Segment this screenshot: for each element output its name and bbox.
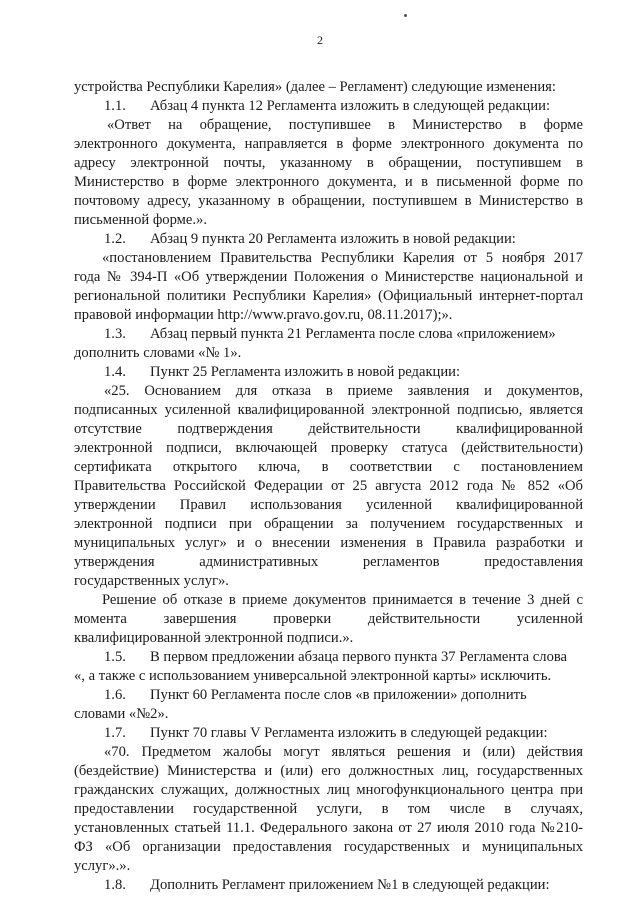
text-line: словами «№2».	[74, 706, 169, 722]
text-line: Решение об отказе в приеме документов принимается в течение 3 дней с	[102, 592, 583, 608]
text-line: муниципальных услуг» и о внесении изменения в Правила разработки и	[74, 535, 583, 551]
text-line: «25. Основанием для отказа в приеме заявления и документов,	[104, 383, 583, 399]
clause-number: 1.8.	[104, 877, 126, 893]
text-line: установленных статьей 11.1. Федерального закона от 27 июля 2010 года №210-	[74, 820, 583, 836]
page-number: 2	[317, 33, 323, 47]
clause-number: 1.2.	[104, 231, 126, 247]
clause-line	[74, 325, 613, 343]
clause-text: Абзац 9 пункта 20 Регламента изложить в новой редакции:	[150, 231, 516, 247]
text-line: гражданских служащих, должностных лиц многофункционального центра при	[74, 782, 583, 798]
clause-line	[74, 230, 613, 248]
clause-number: 1.3.	[104, 326, 126, 342]
clause-line	[74, 686, 613, 704]
text-line: предоставлении государственной услуги, в том числе в случаях,	[74, 801, 583, 817]
text-line: «70. Предметом жалобы могут являться решения и (или) действия	[104, 744, 583, 760]
clause-number: 1.5.	[104, 649, 126, 665]
clause-text: Дополнить Регламент приложением №1 в следующей редакции:	[150, 877, 550, 893]
text-line: адресу электронной почты, указанному в обращении, поступившем в	[74, 155, 583, 171]
text-line: подписанных усиленной квалифицированной электронной подписью, является	[74, 402, 583, 418]
text-line: «Ответ на обращение, поступившее в Министерство в форме	[107, 117, 583, 133]
clause-text: Пункт 60 Регламента после слов «в приложении» дополнить	[150, 687, 527, 703]
scan-speck	[404, 14, 407, 17]
text-line: региональной политики Республики Карелия» (Официальный интернет-портал	[74, 288, 583, 304]
text-line: письменной форме.».	[74, 212, 207, 228]
text-line: утверждения административных регламентов предоставления	[74, 554, 583, 570]
text-line: сертификата открытого ключа, в соответствии с постановлением	[74, 459, 583, 475]
text-line: государственных услуг».	[74, 573, 229, 589]
text-line: Министерство в форме электронного документа, и в письменной форме по	[74, 174, 583, 190]
clause-number: 1.1.	[104, 98, 126, 114]
text-line: дополнить словами «№ 1».	[74, 345, 242, 361]
clause-number: 1.4.	[104, 364, 126, 380]
clause-text: Пункт 70 главы V Регламента изложить в следующей редакции:	[150, 725, 548, 741]
clause-line	[74, 876, 613, 894]
text-line: электронного документа, направляется в форме электронного документа по	[74, 136, 583, 152]
clause-number: 1.7.	[104, 725, 126, 741]
text-line: ФЗ «Об организации предоставления государственных и муниципальных	[74, 839, 583, 855]
text-line: момента завершения проверки действительности усиленной	[74, 611, 583, 627]
clause-text: В первом предложении абзаца первого пункта 37 Регламента слова	[150, 649, 568, 665]
text-line: утверждении Правил использования усиленной квалифицированной	[74, 497, 583, 513]
text-line: квалифицированной электронной подписи.».	[74, 630, 354, 646]
text-line: правовой информации http://www.pravo.gov.ru, 08.11.2017);».	[74, 307, 453, 323]
clause-text: Абзац 4 пункта 12 Регламента изложить в следующей редакции:	[150, 98, 551, 114]
text-line: почтовому адресу, указанному в обращении, поступившем в Министерство в	[74, 193, 583, 209]
text-line: электронной подписи, включающей проверку статуса (действительности)	[74, 440, 583, 456]
clause-line	[74, 648, 613, 666]
clause-line	[74, 363, 613, 381]
text-line: «, а также с использованием универсальной электронной карты» исключить.	[74, 668, 552, 684]
text-line: услуг».».	[74, 858, 131, 874]
text-line: (бездействие) Министерства и (или) его должностных лиц, государственных	[74, 763, 583, 779]
text-line: электронной подписи при обращении за получением государственных и	[74, 516, 583, 532]
clause-line	[74, 97, 613, 115]
text-line: устройства Республики Карелия» (далее – Регламент) следующие изменения:	[74, 79, 556, 95]
text-line: Правительства Российской Федерации от 25 августа 2012 года № 852 «Об	[74, 478, 583, 494]
text-line: года № 394-П «Об утверждении Положения о Министерстве национальной и	[74, 269, 583, 285]
text-line: «постановлением Правительства Республики Карелия от 5 ноября 2017	[102, 250, 583, 266]
text-line: отсутствие подтверждения действительности квалифицированной	[74, 421, 583, 437]
clause-text: Абзац первый пункта 21 Регламента после слова «приложением»	[150, 326, 556, 342]
clause-text: Пункт 25 Регламента изложить в новой редакции:	[150, 364, 461, 380]
clause-number: 1.6.	[104, 687, 126, 703]
clause-line	[74, 724, 613, 742]
